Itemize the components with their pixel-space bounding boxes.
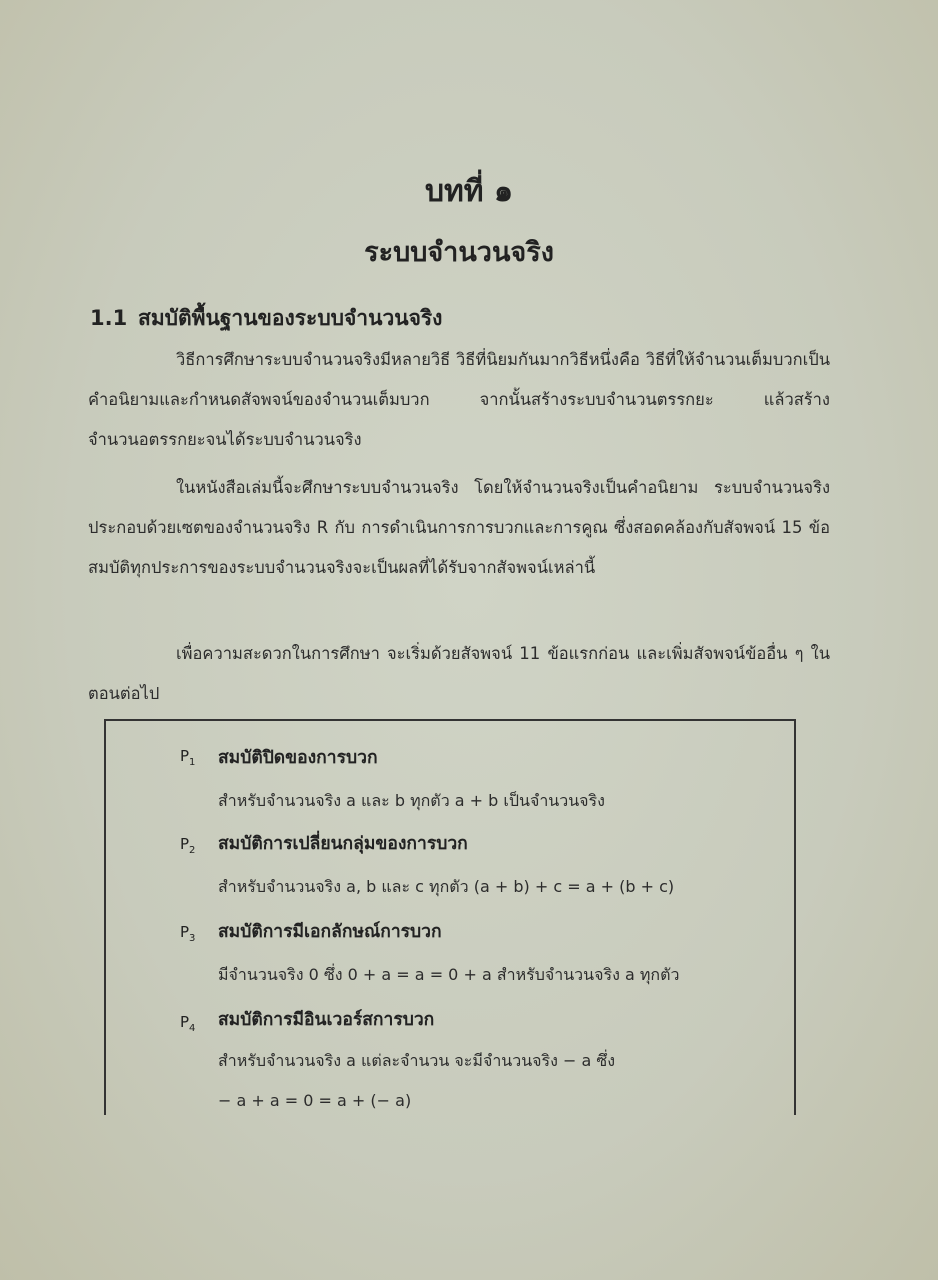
axiom-title-p2: สมบัติการเปลี่ยนกลุ่มของการบวก — [218, 834, 468, 854]
paragraph-text: วิธีการศึกษาระบบจำนวนจริงมีหลายวิธี วิธีที่นิยมกันมากวิธีหนึ่งคือ วิธีที่ให้จำนวนเต็มบวกเป็นคำอนิยามและกำหนดสัจพจน์ของจำนวนเต็มบวก จากนั้นสร้างระบบจำนวนตรรกยะ แล้วสร้างจำนวนอตรรกยะจนได้ระบบจำนวนจริง — [88, 350, 830, 449]
axiom-label-p2: $P_2$ — [180, 835, 196, 856]
paragraph-3 — [88, 634, 830, 714]
chapter-heading: บทที่ ๑ — [424, 174, 514, 209]
paragraph-text: ในหนังสือเล่มนี้จะศึกษาระบบจำนวนจริง โดยให้จำนวนจริงเป็นคำอนิยาม ระบบจำนวนจริงประกอบด้วยเซตของจำนวนจริง R กับ การดำเนินการการบวกและการคูณ ซึ่งสอดคล้องกับสัจพจน์ 15 ข้อ สมบัติทุกประการของระบบจำนวนจริงจะเป็นผลที่ได้รับจากสัจพจน์เหล่านี้ — [88, 478, 830, 577]
paragraph-text: เพื่อความสะดวกในการศึกษา จะเริ่มด้วยสัจพจน์ 11 ข้อแรกก่อน และเพิ่มสัจพจน์ข้ออื่น ๆ ในตอนต่อไป — [88, 644, 830, 703]
axiom-box — [104, 719, 796, 1115]
axiom-title-p3: สมบัติการมีเอกลักษณ์การบวก — [218, 922, 442, 942]
axiom-label-p3: $P_3$ — [180, 923, 196, 944]
section-heading — [90, 302, 442, 335]
section-title: สมบัติพื้นฐานของระบบจำนวนจริง — [138, 306, 443, 330]
axiom-body-p4-line1: สำหรับจำนวนจริง a แต่ละจำนวน จะมีจำนวนจริง − a ซึ่ง — [218, 1051, 616, 1070]
axiom-body-p3: มีจำนวนจริง 0 ซึ่ง 0 + a = a = 0 + a สำหรับจำนวนจริง a ทุกตัว — [218, 965, 680, 984]
paragraph-2 — [88, 468, 830, 588]
axiom-label-p4: $P_4$ — [180, 1013, 196, 1034]
axiom-title-p1: สมบัติปิดของการบวก — [218, 748, 378, 768]
axiom-body-p2: สำหรับจำนวนจริง a, b และ c ทุกตัว (a + b) + c = a + (b + c) — [218, 877, 675, 896]
chapter-title: ระบบจำนวนจริง — [364, 237, 554, 268]
section-number: 1.1 — [90, 306, 128, 330]
axiom-title-p4: สมบัติการมีอินเวอร์สการบวก — [218, 1010, 435, 1030]
axiom-label-p1: $P_1$ — [180, 747, 196, 768]
axiom-body-p4-line2: − a + a = 0 = a + (− a) — [218, 1091, 412, 1110]
axiom-body-p1: สำหรับจำนวนจริง a และ b ทุกตัว a + b เป็นจำนวนจริง — [218, 791, 605, 810]
paragraph-1 — [88, 340, 830, 460]
